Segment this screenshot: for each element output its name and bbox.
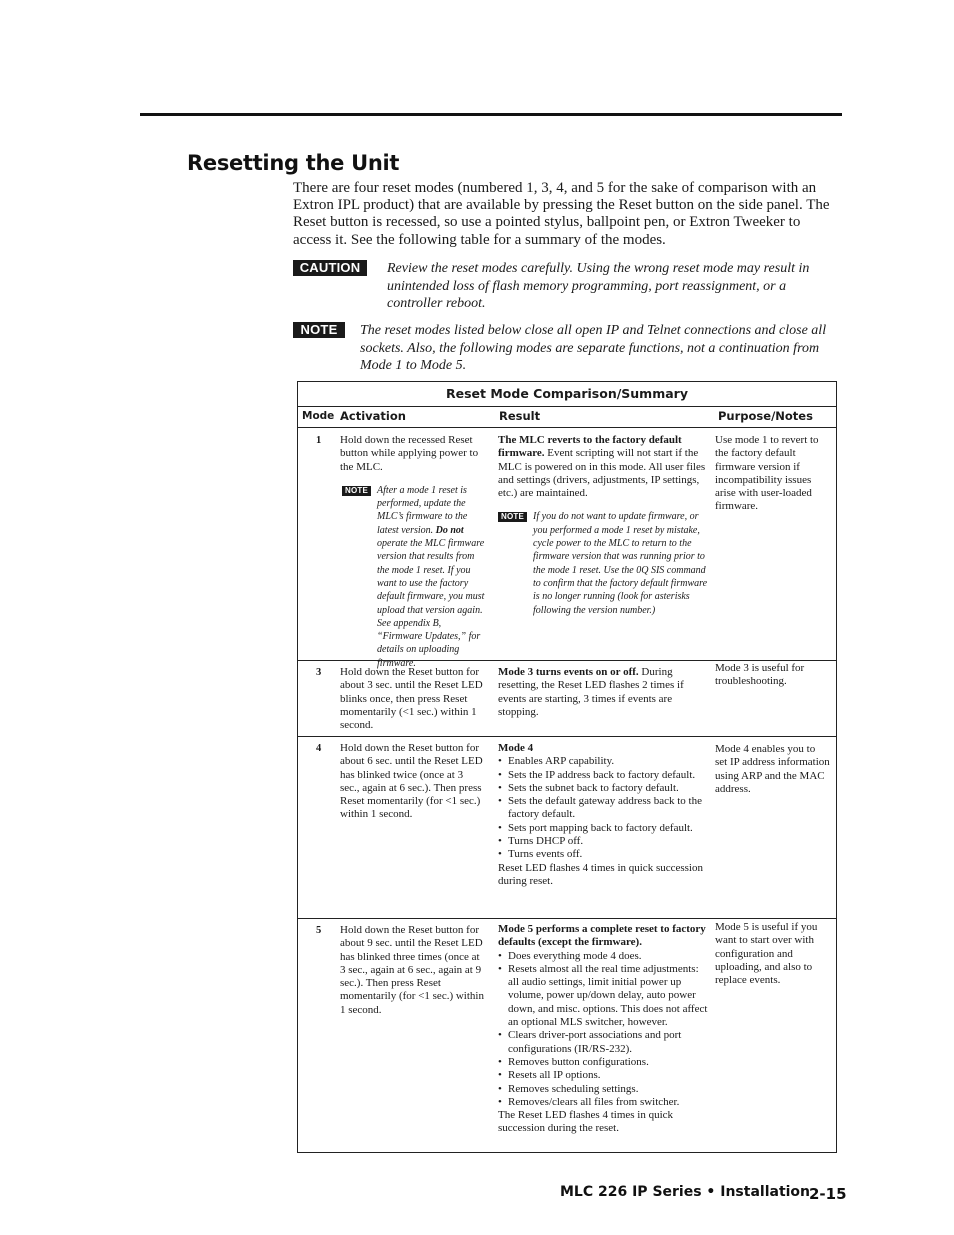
activation-text: Hold down the Reset button for about 3 sec. until the Reset LED blinks once, then press Reset momentarily (<1 sec.) within 1 second.: [340, 666, 483, 732]
caution-badge: CAUTION: [293, 260, 367, 276]
page-number: 2-15: [809, 1185, 847, 1203]
purpose-cell: Mode 4 enables you to set IP address information using ARP and the MAC address.: [715, 743, 830, 795]
result-cell: [498, 434, 708, 617]
table-row-mode-3: [298, 661, 836, 737]
activation-note-part: After a mode 1 reset is performed, update the MLC’s firmware to the latest version.: [377, 484, 468, 536]
note-badge: NOTE: [293, 322, 345, 338]
list-item: • Sets the IP address back to factory default.: [498, 769, 708, 782]
note-text: The reset modes listed below close all open IP and Telnet connections and close all sockets. Also, the following modes are separate functions, not a continuation from Mode 1 to Mode 5.: [360, 323, 827, 373]
mode-number: 5: [316, 925, 322, 936]
purpose-cell: Mode 5 is useful if you want to start over with configuration and uploading, and also to replace events.: [715, 921, 818, 987]
table-row-mode-4: [298, 737, 836, 919]
header-purpose: Purpose/Notes: [718, 409, 813, 423]
purpose-cell: Use mode 1 to revert to the factory default firmware version if incompatibility issues arise with user-loaded firmware.: [715, 434, 819, 513]
table-row-mode-1: [298, 428, 836, 669]
top-rule: [140, 113, 842, 116]
footer-title: MLC 226 IP Series • Installation: [560, 1184, 811, 1200]
activation-note-emphasis: Do not: [435, 524, 464, 536]
activation-text: Hold down the Reset button for about 9 sec. until the Reset LED has blinked three times (once at 3 sec., again at 6 sec., again at 9 sec.). Then press Reset momentarily (for <1 sec.) within 1 second.: [340, 924, 484, 1016]
header-activation: Activation: [340, 409, 406, 423]
activation-note: [340, 484, 485, 670]
list-item: • Turns DHCP off.: [498, 835, 708, 848]
table-row-mode-5: [298, 919, 836, 1152]
list-item: • Resets all IP options.: [498, 1069, 708, 1082]
caution-text: Review the reset modes carefully. Using the wrong reset mode may result in unintended loss of flash memory programming, port reassignment, or a controller reboot.: [387, 261, 810, 311]
activation-note-part: operate the MLC firmware version that results from the mode 1 reset. If you want to use the factory default firmware, you must upload that version again. See appendix B, “Firmware Updates,” for details on uploading firmware.: [377, 538, 485, 669]
note-badge-small: NOTE: [342, 486, 371, 496]
purpose-cell: Mode 3 is useful for troubleshooting.: [715, 662, 805, 688]
result-body: During resetting, the Reset LED flashes 2 times if events are starting, 3 times if events are stopping.: [498, 666, 684, 718]
header-mode: Mode: [302, 410, 335, 422]
result-cell: [498, 923, 708, 1136]
activation-text: Hold down the recessed Reset button while applying power to the MLC.: [340, 434, 479, 473]
note-badge-small: NOTE: [498, 512, 527, 522]
list-item: • Removes button configurations.: [498, 1056, 708, 1069]
result-tail: Reset LED flashes 4 times in quick succession during reset.: [498, 861, 703, 887]
list-item: • Sets port mapping back to factory default.: [498, 822, 708, 835]
result-tail: The Reset LED flashes 4 times in quick succession during the reset.: [498, 1109, 674, 1135]
activation-note-text: [377, 484, 485, 670]
list-item: • Resets almost all the real time adjustments: all audio settings, limit initial power up volume, power up/down delay, auto power down, and misc. options. This does not affect an optional MLS switcher, however.: [498, 963, 708, 1029]
list-item: • Clears driver-port associations and port configurations (IR/RS-232).: [498, 1029, 708, 1056]
result-lead: The MLC reverts to the factory default firmware.: [498, 434, 682, 460]
activation-cell: [340, 434, 485, 670]
table-header-row: [298, 406, 836, 428]
list-item: • Does everything mode 4 does.: [498, 950, 708, 963]
result-body: Event scripting will not start if the MLC is powered on in this mode. All user files and settings (drivers, adjustments, IP settings, etc.) are maintained.: [498, 447, 706, 500]
list-item: • Turns events off.: [498, 848, 708, 861]
reset-mode-table: [297, 381, 837, 1153]
list-item: • Removes/clears all files from switcher.: [498, 1096, 708, 1109]
list-item: • Removes scheduling settings.: [498, 1083, 708, 1096]
activation-text: Hold down the Reset button for about 6 sec. until the Reset LED has blinked twice (once at 3 sec., again at 6 sec.). Then press Reset momentarily (for <1 sec.) within 1 second.: [340, 742, 483, 821]
result-text: [498, 434, 708, 500]
result-lead: Mode 5 performs a complete reset to factory defaults (except the firmware).: [498, 923, 706, 949]
result-note: [498, 510, 708, 616]
mode-number: 1: [316, 435, 322, 446]
section-heading: Resetting the Unit: [187, 151, 400, 175]
table-title: Reset Mode Comparison/Summary: [298, 382, 836, 407]
result-text: [498, 666, 708, 719]
list-item: • Enables ARP capability.: [498, 755, 708, 768]
result-cell: [498, 742, 708, 888]
list-item: • Sets the default gateway address back to the factory default.: [498, 795, 708, 822]
list-item: • Sets the subnet back to factory default.: [498, 782, 708, 795]
header-result: Result: [499, 409, 541, 423]
result-note-text: If you do not want to update firmware, or you performed a mode 1 reset by mistake, cycle power to the MLC to return to the firmware version that was running prior to the mode 1 reset. Use the 0Q SIS command to confirm that the factory default firmware is no longer running (look for asterisks following the version number.): [533, 511, 708, 616]
result-lead: Mode 4: [498, 742, 534, 754]
mode-number: 4: [316, 743, 322, 754]
result-lead: Mode 3 turns events on or off.: [498, 666, 639, 678]
mode-number: 3: [316, 667, 322, 678]
intro-paragraph: There are four reset modes (numbered 1, 3, 4, and 5 for the sake of comparison with an Extron IPL product) that are available by pressing the Reset button on the side panel. The Reset button is recessed, so use a pointed stylus, ballpoint pen, or Extron Tweeker to access it. See the following table for a summary of the modes.: [293, 180, 830, 248]
